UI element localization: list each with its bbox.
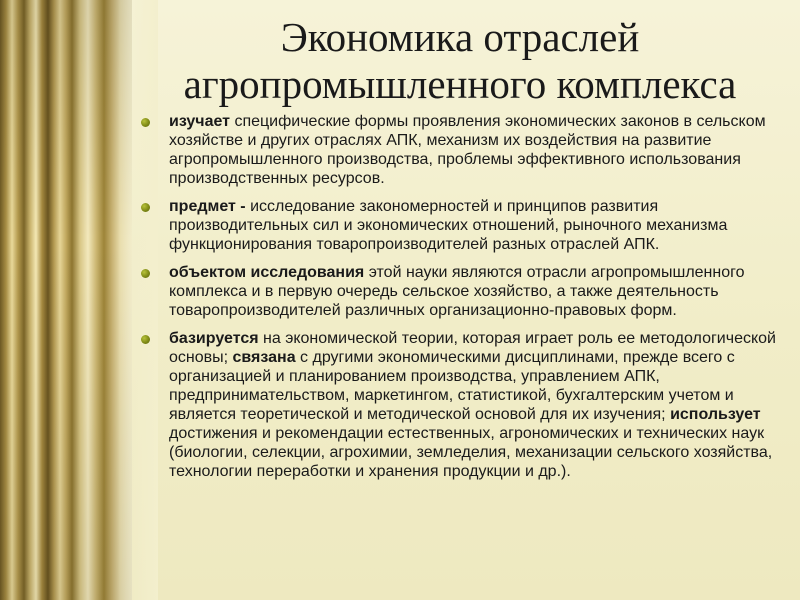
bullet-dot-icon xyxy=(141,335,150,344)
keyword: изучает xyxy=(169,113,230,130)
bullet-item-subject xyxy=(140,197,780,254)
keyword: объектом исследования xyxy=(169,264,365,281)
item-text: достижения и рекомендации естественных, агрономических и технических наук (биологии, селекции, агрохимии, земледелия, механизации сельского хозяйства, технологии переработки и хранения продукции и др.). xyxy=(169,425,773,480)
item-text: с другими экономическими дисциплинами, прежде всего с организацией и планированием производства, управлением АПК, предпринимательством, маркетингом, статистикой, бухгалтерским учетом и является теоретической и методической основой для их изучения; xyxy=(169,349,735,423)
gold-band-shade xyxy=(0,0,132,600)
item-text: специфические формы проявления экономических законов в сельском хозяйстве и других отраслях АПК, механизм их воздействия на развитие агропромышленного производства, проблемы эффективного использования производственных ресурсов. xyxy=(169,113,766,187)
item-text: этой науки являются отрасли агропромышленного комплекса и в первую очередь сельское хозяйство, а также деятельность товаропроизводителей различных организационно-правовых форм. xyxy=(169,264,745,319)
title-line-2: агропромышленного комплекса xyxy=(183,61,737,107)
bullet-item-studies xyxy=(140,112,780,188)
bullet-dot-icon xyxy=(141,118,150,127)
item-text: исследование закономерностей и принципов развития производительных сил и экономических отношений, рыночного механизма функционирования товаропроизводителей разных отраслей АПК. xyxy=(169,198,728,253)
bullet-list xyxy=(140,112,780,490)
title-line-1: Экономика отраслей xyxy=(280,14,640,60)
keyword: использует xyxy=(670,406,761,423)
bullet-dot-icon xyxy=(141,203,150,212)
slide-title xyxy=(140,14,780,108)
item-text: на экономической теории, которая играет роль ее методологической основы; xyxy=(169,330,776,366)
bullet-item-basis xyxy=(140,329,780,481)
keyword: базируется xyxy=(169,330,259,347)
keyword: предмет - xyxy=(169,198,246,215)
keyword: связана xyxy=(232,349,296,366)
bullet-item-object xyxy=(140,263,780,320)
bullet-dot-icon xyxy=(141,269,150,278)
